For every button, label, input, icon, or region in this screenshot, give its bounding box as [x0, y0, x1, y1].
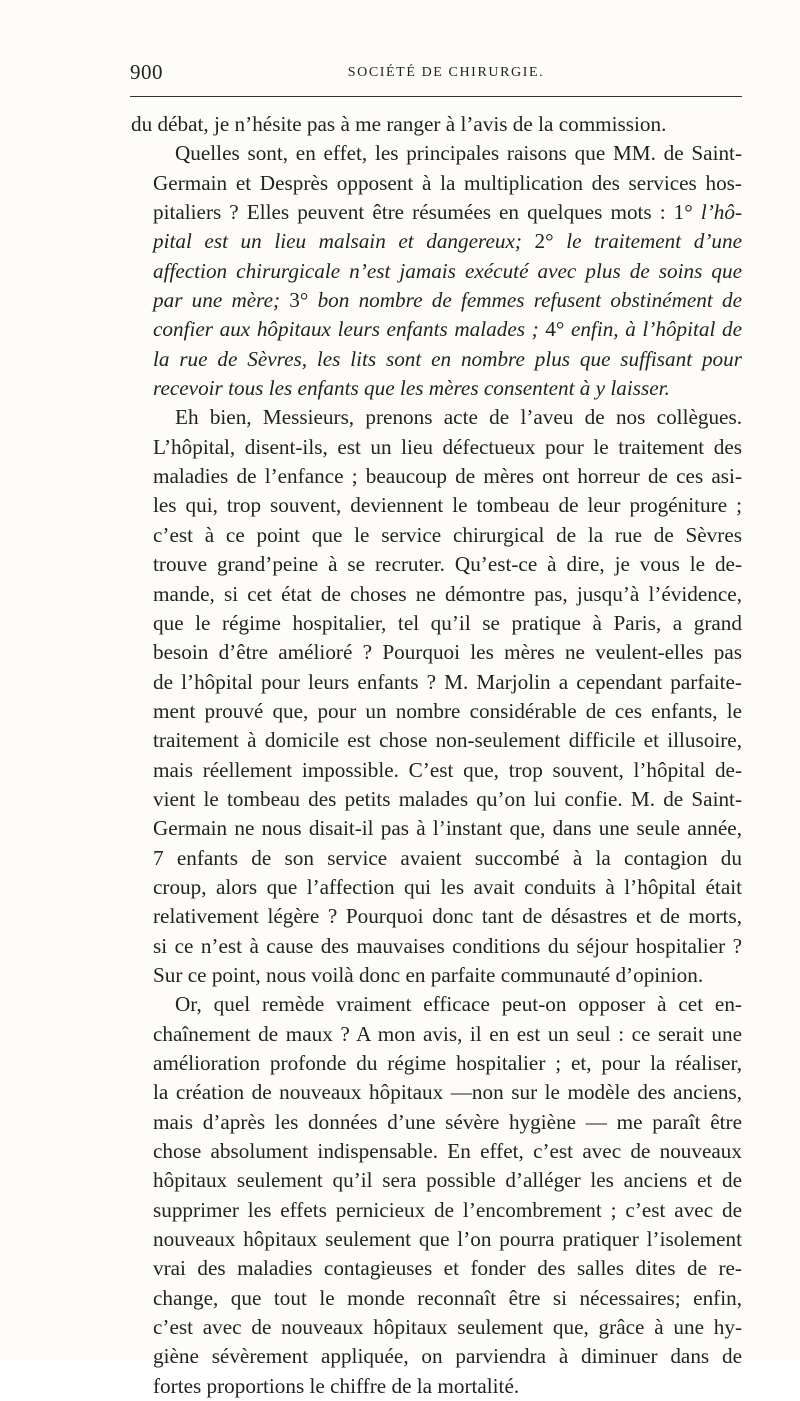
text-line	[131, 1254, 742, 1283]
text-run: chose absolument indispensable. En effet, c’est avec de nouveaux	[153, 1139, 742, 1164]
text-line	[131, 844, 742, 873]
text-line	[131, 1108, 742, 1137]
text-line	[131, 550, 742, 579]
text-line	[131, 374, 742, 403]
text-run: Sur ce point, nous voilà donc en parfaite communauté d’opinion.	[153, 962, 704, 987]
text-line	[131, 433, 742, 462]
text-line	[131, 1078, 742, 1107]
text-run: c’est avec de nouveaux hôpitaux seulement que, grâce à une hy-	[153, 1315, 742, 1340]
text-run: besoin d’être amélioré ? Pourquoi les mères ne veulent-elles pas	[153, 640, 742, 665]
text-run: supprimer les effets pernicieux de l’encombrement ; c’est avec de	[153, 1197, 742, 1222]
text-line	[131, 1342, 742, 1371]
text-run: Quelles sont, en effet, les principales raisons que MM. de Saint-	[175, 141, 742, 166]
text-run: nouveaux hôpitaux seulement que l’on pourra pratiquer l’isolement	[153, 1227, 742, 1252]
running-head: SOCIÉTÉ DE CHIRURGIE.	[347, 65, 545, 80]
text-line	[131, 110, 742, 139]
text-line	[131, 1372, 742, 1401]
text-run: vient le tombeau des petits malades qu’on lui confie. M. de Saint-	[153, 786, 742, 811]
text-line	[131, 315, 742, 344]
italic-text: bon nombre de femmes refusent obstinément de	[317, 288, 742, 313]
text-run: Eh bien, Messieurs, prenons acte de l’aveu de nos collègues.	[175, 405, 742, 430]
text-line	[131, 198, 742, 227]
text-run: giène sévèrement appliquée, on parviendra à diminuer dans de	[153, 1344, 742, 1369]
text-run: croup, alors que l’affection qui les avait conduits à l’hôpital était	[153, 874, 742, 899]
text-run: si ce n’est à cause des mauvaises conditions du séjour hospitalier ?	[153, 933, 742, 958]
text-line	[131, 932, 742, 961]
text-line	[131, 227, 742, 256]
text-run: L’hôpital, disent-ils, est un lieu défectueux pour le traitement des	[153, 434, 742, 459]
text-line	[131, 814, 742, 843]
italic-text: confier aux hôpitaux leurs enfants malades ;	[153, 317, 546, 342]
paragraph	[131, 990, 742, 1401]
italic-text: pital est un lieu malsain et dangereux;	[153, 229, 535, 254]
text-line	[131, 1020, 742, 1049]
text-run: Germain et Desprès opposent à la multiplication des services hos-	[153, 170, 742, 195]
text-line	[131, 873, 742, 902]
text-run: change, que tout le monde reconnaît être si nécessaires; enfin,	[153, 1285, 742, 1310]
text-run: trouve grand’peine à se recruter. Qu’est-ce à dire, je vous le de-	[153, 552, 742, 577]
text-line	[131, 1137, 742, 1166]
body-text	[131, 110, 742, 1401]
text-line	[131, 462, 742, 491]
text-line	[131, 990, 742, 1019]
text-line	[131, 1284, 742, 1313]
text-line	[131, 139, 742, 168]
text-run: 7 enfants de son service avaient succombé à la contagion du	[153, 845, 742, 870]
page-header	[130, 58, 742, 88]
paragraph	[131, 139, 742, 403]
text-line	[131, 169, 742, 198]
text-line	[131, 1225, 742, 1254]
text-run: Or, quel remède vraiment efficace peut-on opposer à cet en-	[175, 992, 742, 1017]
text-run: que le régime hospitalier, tel qu’il se pratique à Paris, a grand	[153, 610, 742, 635]
text-run: vrai des maladies contagieuses et fonder des salles dites de re-	[153, 1256, 742, 1281]
text-line	[131, 286, 742, 315]
text-line	[131, 521, 742, 550]
text-run: de l’hôpital pour leurs enfants ? M. Marjolin a cependant parfaite-	[153, 669, 742, 694]
italic-text: la rue de Sèvres, les lits sont en nombre plus que suffisant pour	[153, 346, 742, 371]
text-line	[131, 785, 742, 814]
text-run: traitement à domicile est chose non-seulement difficile et illusoire,	[153, 728, 742, 753]
text-line	[131, 668, 742, 697]
text-line	[131, 257, 742, 286]
text-run: 2°	[534, 229, 567, 254]
text-run: maladies de l’enfance ; beaucoup de mères ont horreur de ces asi-	[153, 464, 742, 489]
text-run: les qui, trop souvent, deviennent le tombeau de leur progéniture ;	[153, 493, 742, 518]
text-run: c’est à ce point que le service chirurgical de la rue de Sèvres	[153, 522, 742, 547]
italic-text: par une mère;	[153, 288, 290, 313]
text-run: fortes proportions le chiffre de la mortalité.	[153, 1373, 520, 1398]
text-line	[131, 403, 742, 432]
text-line	[131, 961, 742, 990]
text-run: relativement légère ? Pourquoi donc tant de désastres et de morts,	[153, 904, 742, 929]
paragraph	[131, 110, 742, 139]
text-line	[131, 902, 742, 931]
header-rule	[130, 96, 742, 97]
italic-text: le traitement d’une	[566, 229, 742, 254]
italic-text: recevoir tous les enfants que les mères consentent à y laisser.	[153, 376, 670, 401]
text-line	[131, 609, 742, 638]
text-line	[131, 345, 742, 374]
text-run: mais d’après les données d’une sévère hygiène — me paraît être	[153, 1109, 742, 1134]
paragraph	[131, 403, 742, 990]
text-run: Germain ne nous disait-il pas à l’instant que, dans une seule année,	[153, 816, 742, 841]
text-run: ment prouvé que, pour un nombre considérable de ces enfants, le	[153, 698, 742, 723]
text-run: 3°	[289, 288, 318, 313]
text-line	[131, 697, 742, 726]
text-run: mande, si cet état de choses ne démontre pas, jusqu’à l’évidence,	[153, 581, 742, 606]
text-line	[131, 491, 742, 520]
text-line	[131, 638, 742, 667]
page-number: 900	[130, 60, 163, 84]
text-run: du débat, je n’hésite pas à me ranger à l’avis de la commission.	[131, 112, 667, 136]
text-line	[131, 756, 742, 785]
text-run: pitaliers ? Elles peuvent être résumées en quelques mots : 1°	[153, 200, 701, 225]
text-line	[131, 1166, 742, 1195]
text-line	[131, 726, 742, 755]
text-run: mais réellement impossible. C’est que, trop souvent, l’hôpital de-	[153, 757, 742, 782]
text-run: hôpitaux seulement qu’il sera possible d’alléger les anciens et de	[153, 1168, 742, 1193]
text-line	[131, 1049, 742, 1078]
text-run: 4°	[545, 317, 571, 342]
text-line	[131, 1313, 742, 1342]
italic-text: enfin, à l’hôpital de	[570, 317, 742, 342]
text-line	[131, 1196, 742, 1225]
text-run: amélioration profonde du régime hospitalier ; et, pour la réaliser,	[153, 1051, 742, 1075]
italic-text: affection chirurgicale n’est jamais exécuté avec plus de soins que	[153, 258, 742, 283]
text-run: la création de nouveaux hôpitaux —non sur le modèle des anciens,	[153, 1080, 742, 1105]
italic-text: l’hô-	[700, 200, 742, 225]
text-run: chaînement de maux ? A mon avis, il en est un seul : ce serait une	[153, 1021, 742, 1046]
text-line	[131, 580, 742, 609]
